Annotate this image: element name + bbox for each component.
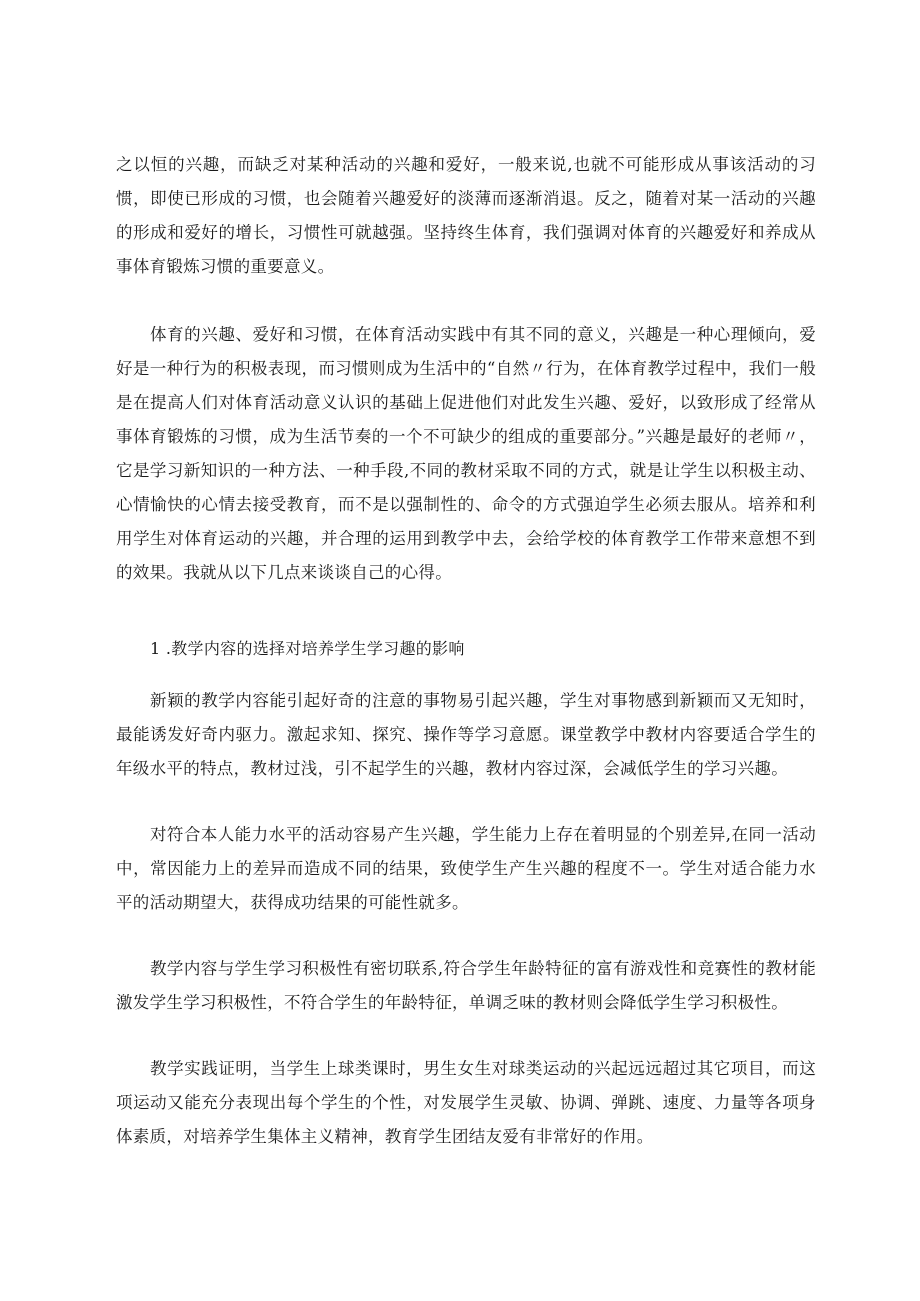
paragraph-age-characteristics: 教学内容与学生学习积极性有密切联系,符合学生年龄特征的富有游戏性和竞赛性的教材能激发学生学习积极性，不符合学生的年龄特征，单调乏味的教材则会降低学生学习积极性。 <box>116 959 816 1012</box>
section-heading: 1 .教学内容的选择对培养学生学习趣的影响 <box>150 639 465 658</box>
paragraph-ball-games: 教学实践证明，当学生上球类课时，男生女生对球类运动的兴起远远超过其它项目，而这项运动又能充分表现出每个学生的个性，对发展学生灵敏、协调、弹跳、速度、力量等各项身体素质，对培养学生集体主义精神，教育学生团结友爱有非常好的作用。 <box>116 1059 816 1146</box>
paragraph-interest-hobby-habit: 体育的兴趣、爱好和习惯，在体育活动实践中有其不同的意义，兴趣是一种心理倾向，爱好是一种行为的积极表现，而习惯则成为生活中的“自然〃行为，在体育教学过程中，我们一般是在提高人们对体育活动意义认识的基础上促进他们对此发生兴趣、爱好，以致形成了经常从事体育锻炼的习惯，成为生活节奏的一个不可缺少的组成的重要部分。”兴趣是最好的老师〃，它是学习新知识的一种方法、一种手段,不同的教材采取不同的方式，就是让学生以积极主动、心情愉快的心情去接受教育，而不是以强制性的、命令的方式强迫学生必须去服从。培养和利用学生对体育运动的兴趣，并合理的运用到教学中去，会给学校的体育教学工作带来意想不到的效果。我就从以下几点来谈谈自己的心得。 <box>116 325 816 582</box>
paragraph-ability-level: 对符合本人能力水平的活动容易产生兴趣，学生能力上存在着明显的个别差异,在同一活动中，常因能力上的差异而造成不同的结果，致使学生产生兴趣的程度不一。学生对适合能力水平的活动期望大，获得成功结果的可能性就多。 <box>116 825 816 912</box>
paragraph-continuation: 之以恒的兴趣，而缺乏对某种活动的兴趣和爱好，一般来说,也就不可能形成从事该活动的习惯，即使已形成的习惯，也会随着兴趣爱好的淡薄而逐渐消退。反之，随着对某一活动的兴趣的形成和爱好的增长，习惯性可就越强。坚持终生体育，我们强调对体育的兴趣爱好和养成从事体育锻炼习惯的重要意义。 <box>116 155 816 276</box>
paragraph-novel-content: 新颖的教学内容能引起好奇的注意的事物易引起兴趣，学生对事物感到新颖而又无知时，最能诱发好奇内驱力。激起求知、探究、操作等学习意愿。课堂教学中教材内容要适合学生的年级水平的特点，教材过浅，引不起学生的兴趣，教材内容过深，会减低学生的学习兴趣。 <box>116 691 816 778</box>
